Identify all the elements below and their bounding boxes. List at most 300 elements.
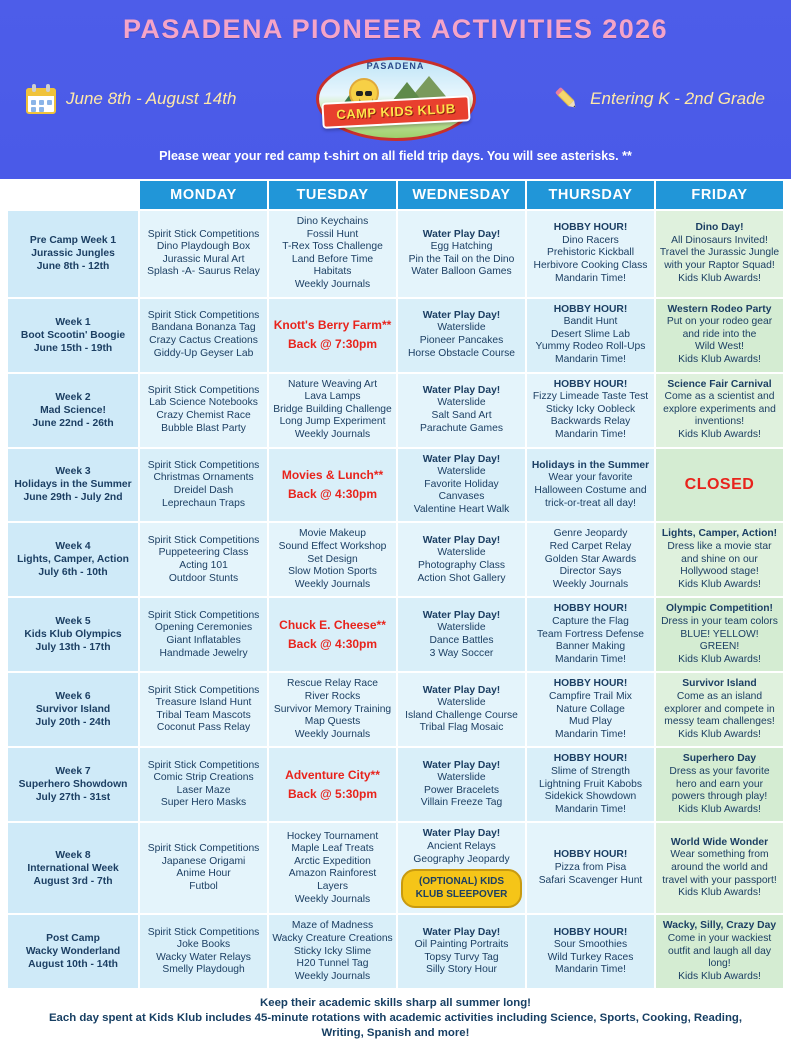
day-activity-title: World Wide Wonder bbox=[670, 836, 769, 848]
grade-range: Entering K - 2nd Grade bbox=[590, 89, 765, 108]
activity-item: Kids Klub Awards! bbox=[678, 728, 761, 740]
activity-item: Waterslide bbox=[437, 697, 486, 709]
activity-item: Movie Makeup bbox=[299, 528, 366, 540]
activity-item: Sticky Icky Oobleck bbox=[545, 403, 636, 415]
activity-item: Crazy Chemist Race bbox=[156, 410, 251, 422]
activity-item: Come as a scientist and bbox=[664, 391, 775, 403]
table-row bbox=[8, 523, 783, 596]
activity-item: Golden Star Awards bbox=[544, 553, 637, 565]
activity-item: Tribal Team Mascots bbox=[156, 709, 251, 721]
activity-item: Kids Klub Awards! bbox=[678, 353, 761, 365]
monday-cell bbox=[140, 299, 267, 372]
activity-item: Survivor Memory Training bbox=[273, 703, 392, 715]
activity-item: Super Hero Masks bbox=[160, 797, 247, 809]
activity-item: around the world and bbox=[671, 862, 768, 874]
tuesday-cell bbox=[269, 449, 396, 522]
wednesday-cell bbox=[398, 748, 525, 821]
activity-item: Salt Sand Art bbox=[431, 410, 492, 422]
activity-item: Long Jump Experiment bbox=[279, 416, 386, 428]
day-activity-title: HOBBY HOUR! bbox=[553, 849, 628, 861]
day-activity-title: Olympic Competition! bbox=[666, 603, 773, 615]
activity-item: outfit and laugh all day bbox=[667, 945, 772, 957]
wednesday-cell bbox=[398, 598, 525, 671]
day-activity-title: Water Play Day! bbox=[422, 228, 501, 240]
field-trip-title: Knott's Berry Farm** bbox=[273, 318, 392, 333]
activity-item: Hollywood stage! bbox=[680, 566, 759, 578]
monday-cell bbox=[140, 523, 267, 596]
activity-item: Weekly Journals bbox=[552, 578, 629, 590]
day-activity-title: Water Play Day! bbox=[422, 453, 501, 465]
week-label-cell: Week 7 Superhero Showdown July 27th - 31st bbox=[8, 748, 138, 821]
header-dates-block bbox=[26, 84, 296, 114]
activity-item: Sour Smoothies bbox=[553, 939, 628, 951]
activity-item: Capture the Flag bbox=[552, 616, 629, 628]
activity-item: Egg Hatching bbox=[430, 241, 493, 253]
activity-item: Bridge Building Challenge bbox=[273, 403, 392, 415]
activity-item: Dreidel Dash bbox=[173, 484, 234, 496]
activity-item: Spirit Stick Competitions bbox=[147, 228, 260, 240]
tuesday-cell bbox=[269, 299, 396, 372]
activity-item: Slime of Strength bbox=[551, 765, 630, 777]
logo-top-text: PASADENA bbox=[366, 61, 425, 71]
wednesday-cell bbox=[398, 673, 525, 746]
activity-item: Futbol bbox=[189, 880, 218, 892]
thursday-cell bbox=[527, 823, 654, 913]
monday-cell bbox=[140, 673, 267, 746]
activity-item: Spirit Stick Competitions bbox=[147, 684, 260, 696]
activity-item: Maple Leaf Treats bbox=[291, 843, 374, 855]
wednesday-cell bbox=[398, 823, 525, 913]
activity-item: Dress as your favorite bbox=[669, 765, 770, 777]
shirt-note: Please wear your red camp t-shirt on all field trip days. You will see asterisks. ** bbox=[159, 149, 632, 163]
schedule-table bbox=[6, 179, 785, 990]
friday-cell bbox=[656, 673, 783, 746]
activity-item: Lab Science Notebooks bbox=[149, 397, 258, 409]
activity-item: Herbivore Cooking Class bbox=[533, 260, 648, 272]
column-header-monday: MONDAY bbox=[140, 181, 267, 209]
activity-item: Arctic Expedition bbox=[294, 855, 371, 867]
activity-item: Opening Ceremonies bbox=[154, 622, 253, 634]
activity-item: Wild Turkey Races bbox=[547, 951, 634, 963]
activity-item: Kids Klub Awards! bbox=[678, 887, 761, 899]
friday-cell bbox=[656, 823, 783, 913]
page-footer bbox=[0, 990, 791, 1049]
activity-item: Mandarin Time! bbox=[555, 728, 626, 740]
friday-cell bbox=[656, 449, 783, 522]
day-activity-title: Water Play Day! bbox=[422, 926, 501, 938]
activity-item: Backwards Relay bbox=[550, 416, 631, 428]
thursday-cell bbox=[527, 449, 654, 522]
activity-item: Coconut Pass Relay bbox=[156, 722, 251, 734]
activity-item: Spirit Stick Competitions bbox=[147, 759, 260, 771]
activity-item: Wear your favorite bbox=[548, 472, 633, 484]
friday-cell bbox=[656, 299, 783, 372]
activity-item: Genre Jeopardy bbox=[553, 528, 628, 540]
activity-item: long! bbox=[708, 958, 731, 970]
monday-cell bbox=[140, 374, 267, 447]
activity-item: Yummy Rodeo Roll-Ups bbox=[535, 341, 646, 353]
activity-item: Pin the Tail on the Dino bbox=[408, 253, 515, 265]
tuesday-cell bbox=[269, 374, 396, 447]
schedule-table-wrap bbox=[0, 179, 791, 990]
activity-item: Ancient Relays bbox=[427, 840, 496, 852]
activity-item: Spirit Stick Competitions bbox=[147, 384, 260, 396]
activity-item: Pioneer Pancakes bbox=[419, 335, 504, 347]
tuesday-cell bbox=[269, 915, 396, 988]
closed-label: CLOSED bbox=[684, 475, 755, 493]
monday-cell bbox=[140, 915, 267, 988]
day-activity-title: Western Rodeo Party bbox=[667, 303, 772, 315]
activity-item: Mandarin Time! bbox=[555, 428, 626, 440]
field-trip-title: Adventure City** bbox=[285, 768, 380, 783]
activity-item: Wacky Creature Creations bbox=[272, 932, 393, 944]
page-title: PASADENA PIONEER ACTIVITIES 2026 bbox=[123, 14, 668, 44]
day-activity-title: Holidays in the Summer bbox=[531, 459, 650, 471]
activity-item: and ride into the bbox=[682, 328, 757, 340]
column-header-blank bbox=[8, 181, 138, 209]
activity-item: Kids Klub Awards! bbox=[678, 803, 761, 815]
header-row bbox=[8, 181, 783, 209]
activity-item: Wacky Water Relays bbox=[156, 951, 251, 963]
day-activity-title: HOBBY HOUR! bbox=[553, 753, 628, 765]
table-head bbox=[8, 181, 783, 209]
activity-item: Kids Klub Awards! bbox=[678, 428, 761, 440]
activity-item: Dino Racers bbox=[562, 234, 619, 246]
activity-item: powers through play! bbox=[671, 791, 768, 803]
activity-item: T-Rex Toss Challenge bbox=[282, 241, 383, 253]
thursday-cell bbox=[527, 598, 654, 671]
sleepover-badge: (OPTIONAL) KIDS KLUB SLEEPOVER bbox=[401, 869, 522, 908]
activity-item: Spirit Stick Competitions bbox=[147, 534, 260, 546]
activity-item: Comic Strip Creations bbox=[153, 772, 254, 784]
activity-item: Waterslide bbox=[437, 547, 486, 559]
week-label-cell: Week 6 Survivor Island July 20th - 24th bbox=[8, 673, 138, 746]
activity-item: Waterslide bbox=[437, 397, 486, 409]
activity-item: Weekly Journals bbox=[294, 970, 371, 982]
monday-cell bbox=[140, 748, 267, 821]
thursday-cell bbox=[527, 673, 654, 746]
activity-item: Japanese Origami bbox=[161, 855, 246, 867]
activity-item: Valentine Heart Walk bbox=[413, 503, 510, 515]
wednesday-cell bbox=[398, 523, 525, 596]
day-activity-title: Water Play Day! bbox=[422, 309, 501, 321]
field-trip-return-time: Back @ 5:30pm bbox=[287, 786, 378, 801]
monday-cell bbox=[140, 823, 267, 913]
table-row bbox=[8, 374, 783, 447]
table-row bbox=[8, 211, 783, 297]
logo-banner-text: CAMP KIDS KLUB bbox=[335, 100, 456, 123]
thursday-cell bbox=[527, 915, 654, 988]
activity-item: Weekly Journals bbox=[294, 278, 371, 290]
activity-item: Kids Klub Awards! bbox=[678, 653, 761, 665]
week-label-cell: Post Camp Wacky Wonderland August 10th - 14th bbox=[8, 915, 138, 988]
week-label-cell: Pre Camp Week 1 Jurassic Jungles June 8th - 12th bbox=[8, 211, 138, 297]
activity-item: Rescue Relay Race bbox=[287, 678, 379, 690]
thursday-cell bbox=[527, 374, 654, 447]
week-label-cell: Week 1 Boot Scootin' Boogie June 15th - 19th bbox=[8, 299, 138, 372]
activity-item: Giant Inflatables bbox=[166, 634, 241, 646]
monday-cell bbox=[140, 449, 267, 522]
activity-item: Spirit Stick Competitions bbox=[147, 609, 260, 621]
activity-item: BLUE! YELLOW! bbox=[680, 628, 759, 640]
table-row bbox=[8, 823, 783, 913]
activity-item: Weekly Journals bbox=[294, 893, 371, 905]
activity-item: Giddy-Up Geyser Lab bbox=[153, 347, 254, 359]
header-info-row bbox=[0, 53, 791, 145]
activity-item: Map Quests bbox=[304, 716, 361, 728]
tuesday-cell bbox=[269, 598, 396, 671]
activity-item: Bandit Hunt bbox=[563, 316, 618, 328]
friday-cell bbox=[656, 598, 783, 671]
activity-item: Mandarin Time! bbox=[555, 653, 626, 665]
activity-item: Bandana Bonanza Tag bbox=[151, 322, 256, 334]
activity-item: Island Challenge Course bbox=[405, 709, 518, 721]
activity-item: Parachute Games bbox=[420, 422, 503, 434]
activity-item: Tribal Flag Mosaic bbox=[419, 722, 504, 734]
activity-item: explore experiments and bbox=[663, 403, 776, 415]
activity-item: River Rocks bbox=[304, 691, 361, 702]
column-header-wednesday: WEDNESDAY bbox=[398, 181, 525, 209]
day-activity-title: HOBBY HOUR! bbox=[553, 603, 628, 615]
activity-item: Director Says bbox=[559, 566, 622, 578]
activity-item: Waterslide bbox=[437, 772, 486, 784]
tuesday-cell bbox=[269, 673, 396, 746]
field-trip-return-time: Back @ 4:30pm bbox=[287, 636, 378, 651]
activity-item: Hockey Tournament bbox=[286, 830, 379, 842]
week-label-cell: Week 2 Mad Science! June 22nd - 26th bbox=[8, 374, 138, 447]
activity-item: Come in your wackiest bbox=[667, 932, 772, 944]
friday-cell bbox=[656, 211, 783, 297]
activity-item: Maze of Madness bbox=[291, 920, 374, 932]
activity-item: Kids Klub Awards! bbox=[678, 578, 761, 590]
friday-cell bbox=[656, 748, 783, 821]
activity-item: Joke Books bbox=[176, 939, 231, 951]
table-row bbox=[8, 673, 783, 746]
table-row bbox=[8, 449, 783, 522]
activity-item: Photography Class bbox=[418, 559, 506, 571]
day-activity-title: Science Fair Carnival bbox=[667, 378, 772, 390]
activity-item: Banner Making bbox=[555, 641, 626, 653]
day-activity-title: Wacky, Silly, Crazy Day bbox=[662, 920, 777, 932]
activity-item: Power Bracelets bbox=[424, 784, 499, 796]
activity-item: Amazon Rainforest Layers bbox=[288, 868, 377, 892]
activity-item: Spirit Stick Competitions bbox=[147, 309, 260, 321]
activity-item: Mandarin Time! bbox=[555, 272, 626, 284]
activity-item: Smelly Playdough bbox=[162, 964, 245, 976]
day-activity-title: Superhero Day bbox=[682, 753, 757, 765]
activity-item: Leprechaun Traps bbox=[162, 497, 246, 509]
thursday-cell bbox=[527, 523, 654, 596]
field-trip-title: Movies & Lunch** bbox=[281, 468, 384, 483]
activity-item: Horse Obstacle Course bbox=[407, 347, 516, 359]
activity-item: Campfire Trail Mix bbox=[549, 691, 632, 702]
activity-item: Villain Freeze Tag bbox=[420, 797, 503, 809]
activity-item: inventions! bbox=[694, 416, 745, 428]
activity-item: Acting 101 bbox=[179, 559, 228, 571]
column-header-tuesday: TUESDAY bbox=[269, 181, 396, 209]
activity-item: Team Fortress Defense bbox=[536, 628, 644, 640]
tuesday-cell bbox=[269, 523, 396, 596]
activity-item: Mud Play bbox=[569, 716, 612, 728]
day-activity-title: Water Play Day! bbox=[422, 684, 501, 696]
day-activity-title: Dino Day! bbox=[695, 222, 744, 234]
activity-item: Favorite Holiday Canvases bbox=[424, 478, 499, 503]
activity-item: explorer and compete in bbox=[664, 703, 775, 715]
friday-cell bbox=[656, 915, 783, 988]
activity-item: Sound Effect Workshop bbox=[278, 541, 387, 553]
activity-item: Anime Hour bbox=[176, 868, 231, 880]
activity-item: Halloween Costume and bbox=[534, 484, 647, 496]
table-body bbox=[8, 211, 783, 988]
activity-item: and shine on our bbox=[681, 553, 758, 565]
day-activity-title: Water Play Day! bbox=[422, 384, 501, 396]
activity-item: Travel the Jurassic Jungle bbox=[659, 247, 780, 259]
activity-item: Treasure Island Hunt bbox=[155, 697, 252, 709]
column-header-thursday: THURSDAY bbox=[527, 181, 654, 209]
camp-dates: June 8th - August 14th bbox=[66, 89, 237, 108]
day-activity-title: HOBBY HOUR! bbox=[553, 303, 628, 315]
activity-item: Oil Painting Portraits bbox=[414, 939, 509, 951]
activity-item: Handmade Jewelry bbox=[159, 647, 248, 659]
activity-item: Fizzy Limeade Taste Test bbox=[532, 391, 649, 403]
wednesday-cell bbox=[398, 374, 525, 447]
camp-logo bbox=[308, 53, 484, 145]
wednesday-cell bbox=[398, 299, 525, 372]
tuesday-cell bbox=[269, 748, 396, 821]
day-activity-title: Water Play Day! bbox=[422, 534, 501, 546]
activity-item: travel with your passport! bbox=[662, 874, 777, 886]
day-activity-title: HOBBY HOUR! bbox=[553, 222, 628, 234]
activity-item: Mandarin Time! bbox=[555, 964, 626, 976]
field-trip-return-time: Back @ 7:30pm bbox=[287, 337, 378, 352]
activity-item: Nature Weaving Art bbox=[287, 378, 378, 390]
activity-item: Outdoor Stunts bbox=[168, 572, 239, 584]
activity-item: Weekly Journals bbox=[294, 578, 371, 590]
activity-item: Jurassic Mural Art bbox=[162, 253, 245, 265]
week-label-cell: Week 4 Lights, Camper, Action July 6th - 10th bbox=[8, 523, 138, 596]
table-row bbox=[8, 598, 783, 671]
day-activity-title: Lights, Camper, Action! bbox=[661, 528, 778, 540]
activity-item: Spirit Stick Competitions bbox=[147, 926, 260, 938]
activity-item: Mandarin Time! bbox=[555, 803, 626, 815]
activity-item: Wild West! bbox=[694, 341, 744, 353]
activity-item: hero and earn your bbox=[675, 778, 763, 790]
activity-item: Kids Klub Awards! bbox=[678, 970, 761, 982]
footer-line-2: Each day spent at Kids Klub includes 45-minute rotations with academic activities including Science, Sports, Cooking, Reading, Writing, Spanish and more! bbox=[48, 1012, 743, 1040]
thursday-cell bbox=[527, 211, 654, 297]
activity-item: Kids Klub Awards! bbox=[678, 272, 761, 284]
activity-item: Land Before Time Habitats bbox=[291, 253, 374, 278]
activity-item: Dress in your team colors bbox=[661, 616, 778, 628]
calendar-icon bbox=[26, 84, 56, 114]
day-activity-title: HOBBY HOUR! bbox=[553, 926, 628, 938]
activity-item: Dance Battles bbox=[429, 634, 494, 646]
table-row bbox=[8, 915, 783, 988]
activity-item: Waterslide bbox=[437, 622, 486, 634]
tuesday-cell bbox=[269, 823, 396, 913]
activity-item: Topsy Turvy Tag bbox=[424, 951, 499, 963]
week-label-cell: Week 5 Kids Klub Olympics July 13th - 17th bbox=[8, 598, 138, 671]
activity-item: Puppeteering Class bbox=[158, 547, 249, 559]
activity-item: H20 Tunnel Tag bbox=[296, 958, 369, 970]
day-activity-title: Water Play Day! bbox=[422, 828, 501, 840]
activity-item: Waterslide bbox=[437, 466, 486, 478]
tuesday-cell bbox=[269, 211, 396, 297]
wednesday-cell bbox=[398, 211, 525, 297]
activity-item: Silly Story Hour bbox=[426, 964, 497, 976]
pencil-icon bbox=[549, 81, 586, 118]
friday-cell bbox=[656, 374, 783, 447]
activity-item: Spirit Stick Competitions bbox=[147, 459, 260, 471]
wednesday-cell bbox=[398, 915, 525, 988]
thursday-cell bbox=[527, 299, 654, 372]
day-activity-title: HOBBY HOUR! bbox=[553, 378, 628, 390]
activity-item: Prehistoric Kickball bbox=[547, 247, 634, 259]
week-label-cell: Week 3 Holidays in the Summer June 29th - July 2nd bbox=[8, 449, 138, 522]
activity-item: Weekly Journals bbox=[294, 428, 371, 440]
footer-line-1: Keep their academic skills sharp all summer long! bbox=[260, 997, 531, 1010]
activity-item: Set Design bbox=[307, 553, 358, 565]
day-activity-title: Water Play Day! bbox=[422, 759, 501, 771]
activity-item: Water Balloon Games bbox=[411, 266, 512, 278]
table-row bbox=[8, 299, 783, 372]
column-header-friday: FRIDAY bbox=[656, 181, 783, 209]
activity-item: All Dinosaurs Invited! bbox=[671, 234, 768, 246]
week-label-cell: Week 8 International Week August 3rd - 7th bbox=[8, 823, 138, 913]
activity-item: Nature Collage bbox=[556, 703, 625, 715]
monday-cell bbox=[140, 598, 267, 671]
activity-item: Crazy Cactus Creations bbox=[149, 335, 258, 347]
activity-item: GREEN! bbox=[699, 641, 740, 653]
day-activity-title: Water Play Day! bbox=[422, 609, 501, 621]
activity-item: Pizza from Pisa bbox=[554, 862, 627, 874]
activity-item: Bubble Blast Party bbox=[161, 422, 246, 434]
activity-item: Lightning Fruit Kabobs bbox=[538, 778, 643, 790]
activity-item: Spirit Stick Competitions bbox=[147, 843, 260, 855]
activity-item: Red Carpet Relay bbox=[549, 541, 632, 553]
activity-item: Sidekick Showdown bbox=[544, 791, 637, 803]
monday-cell bbox=[140, 211, 267, 297]
activity-item: Fossil Hunt bbox=[306, 228, 359, 240]
activity-item: Laser Maze bbox=[176, 784, 231, 796]
field-trip-title: Chuck E. Cheese** bbox=[279, 618, 386, 633]
wednesday-cell bbox=[398, 449, 525, 522]
activity-item: Safari Scavenger Hunt bbox=[538, 874, 643, 886]
table-row bbox=[8, 748, 783, 821]
activity-item: 3 Way Soccer bbox=[429, 647, 494, 659]
thursday-cell bbox=[527, 748, 654, 821]
activity-item: messy team challenges! bbox=[664, 716, 775, 728]
activity-item: Action Shot Gallery bbox=[417, 572, 506, 584]
activity-item: Geography Jeopardy bbox=[413, 853, 510, 865]
field-trip-return-time: Back @ 4:30pm bbox=[287, 486, 378, 501]
friday-cell bbox=[656, 523, 783, 596]
activity-item: Dress like a movie star bbox=[667, 541, 772, 553]
page-header bbox=[0, 0, 791, 179]
activity-item: Weekly Journals bbox=[294, 728, 371, 740]
day-activity-title: HOBBY HOUR! bbox=[553, 678, 628, 690]
day-activity-title: Survivor Island bbox=[682, 678, 757, 690]
activity-item: with your Raptor Squad! bbox=[664, 260, 775, 272]
activity-item: Sticky Icky Slime bbox=[293, 945, 372, 957]
activity-item: Waterslide bbox=[437, 322, 486, 334]
activity-item: Splash -A- Saurus Relay bbox=[147, 266, 260, 278]
activity-item: Christmas Ornaments bbox=[153, 472, 254, 484]
activity-item: Mandarin Time! bbox=[555, 353, 626, 365]
activity-item: Come as an island bbox=[676, 691, 763, 702]
activity-item: Dino Playdough Box bbox=[156, 241, 251, 253]
activity-item: Lava Lamps bbox=[304, 391, 361, 403]
